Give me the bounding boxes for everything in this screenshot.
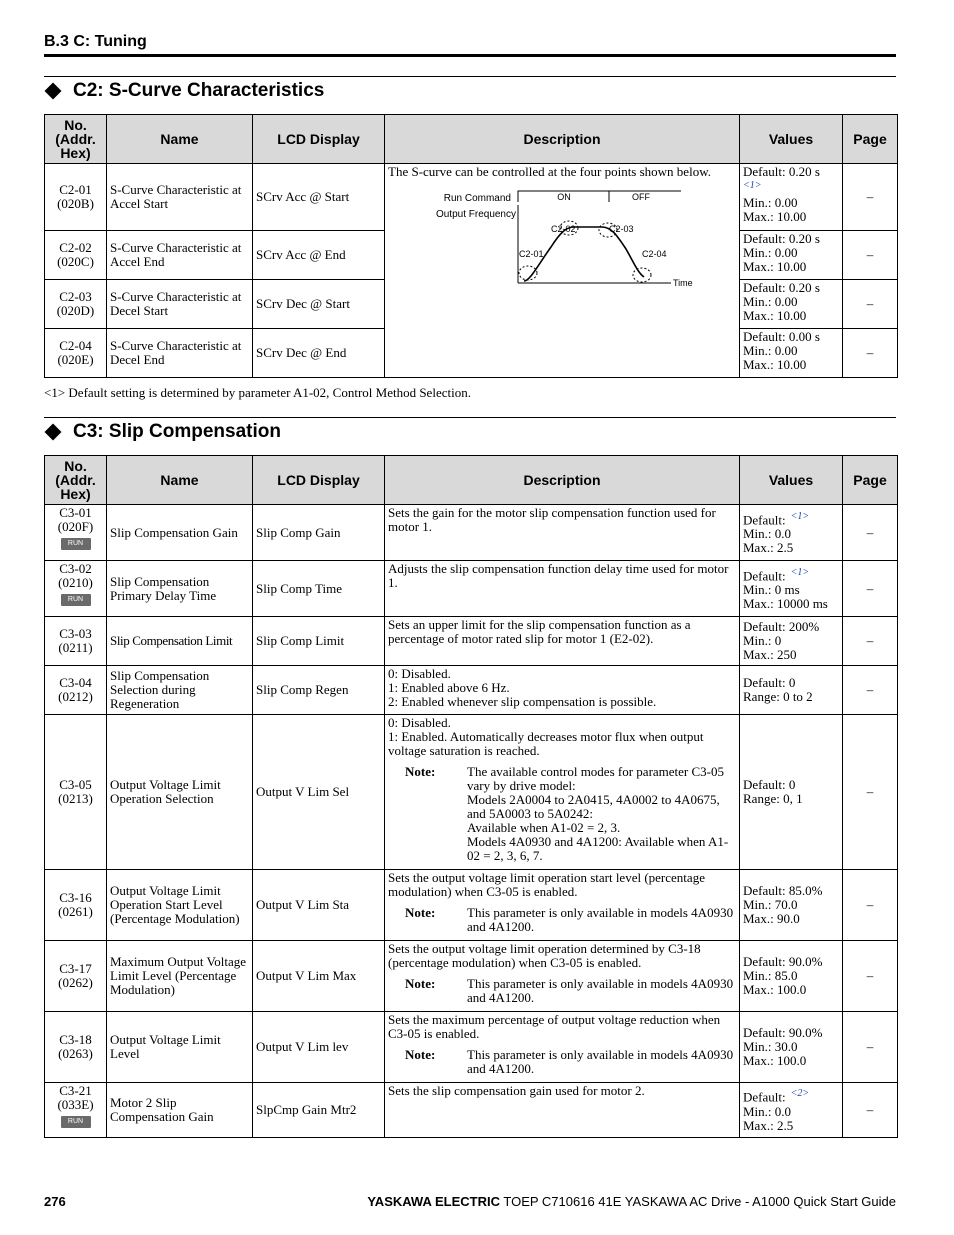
max-value: Max.: 10.00 bbox=[743, 259, 807, 274]
param-name: Output Voltage Limit Operation Selection bbox=[107, 715, 253, 870]
lcd-display: Slip Comp Limit bbox=[253, 617, 385, 666]
range-value: Range: 0, 1 bbox=[743, 791, 803, 806]
run-badge-icon: RUN bbox=[61, 538, 91, 550]
default-value: Default: 0.00 s bbox=[743, 329, 820, 344]
param-name: Slip Compensation Selection during Regeneration bbox=[107, 666, 253, 715]
footer-doc-title: TOEP C710616 41E YASKAWA AC Drive - A1000 Quick Start Guide bbox=[500, 1194, 896, 1209]
page-ref: – bbox=[843, 329, 898, 378]
note-block bbox=[388, 765, 736, 863]
col-values: Values bbox=[740, 456, 843, 505]
table-header-row bbox=[45, 115, 898, 164]
param-no: C3-05 bbox=[59, 777, 92, 792]
description-cell bbox=[385, 164, 740, 378]
page-ref: – bbox=[843, 715, 898, 870]
c3-heading bbox=[44, 421, 281, 443]
page-ref: – bbox=[843, 164, 898, 231]
lcd-display: Output V Lim Sel bbox=[253, 715, 385, 870]
max-value: Max.: 250 bbox=[743, 647, 797, 662]
min-value: Min.: 0 bbox=[743, 633, 782, 648]
c2-01-marker bbox=[519, 266, 537, 280]
max-value: Max.: 2.5 bbox=[743, 540, 794, 556]
note-label: Note: bbox=[405, 905, 436, 920]
diamond-icon bbox=[45, 83, 62, 100]
option-text: 1: Enabled. Automatically decreases motor flux when output voltage saturation is reached. bbox=[388, 729, 704, 758]
table-row bbox=[45, 1083, 898, 1138]
col-no: No. (Addr. Hex) bbox=[45, 456, 107, 505]
lcd-display: SCrv Dec @ End bbox=[253, 329, 385, 378]
description-text: The S-curve can be controlled at the four points shown below. bbox=[388, 164, 711, 179]
diagram-time-label: Time bbox=[673, 278, 693, 288]
param-addr: (020B) bbox=[57, 196, 94, 211]
page-ref: – bbox=[843, 1012, 898, 1083]
col-lcd: LCD Display bbox=[253, 115, 385, 164]
table-row bbox=[45, 715, 898, 870]
param-name: S-Curve Characteristic at Decel End bbox=[107, 329, 253, 378]
default-value: Default: 0 bbox=[743, 777, 796, 792]
col-description: Description bbox=[385, 115, 740, 164]
page-ref: – bbox=[843, 666, 898, 715]
note-label: Note: bbox=[405, 764, 436, 779]
note-text: This parameter is only available in models 4A0930 and 4A1200. bbox=[467, 976, 734, 1005]
diagram-output-frequency-label: Output Frequency bbox=[435, 209, 516, 220]
max-value: Max.: 10.00 bbox=[743, 209, 807, 225]
default-value: Default: 0.20 s bbox=[743, 164, 820, 179]
lcd-display: Slip Comp Regen bbox=[253, 666, 385, 715]
c3-table bbox=[44, 455, 898, 1138]
header-rule bbox=[44, 54, 896, 57]
footnote-ref-link[interactable]: <1> bbox=[790, 566, 810, 578]
param-addr: (0263) bbox=[58, 1046, 93, 1061]
min-value: Min.: 0.0 bbox=[743, 526, 792, 542]
note-block bbox=[388, 1048, 736, 1076]
page-ref: – bbox=[843, 617, 898, 666]
diagram-on-label: ON bbox=[557, 192, 571, 202]
s-curve-diagram bbox=[426, 185, 726, 295]
footer-brand: YASKAWA ELECTRIC bbox=[367, 1194, 500, 1209]
col-name: Name bbox=[107, 115, 253, 164]
param-addr: (020C) bbox=[57, 254, 94, 269]
max-value: Max.: 2.5 bbox=[743, 1117, 794, 1133]
param-no: C3-02 bbox=[59, 561, 92, 576]
note-label: Note: bbox=[405, 976, 436, 991]
param-addr: (033E) bbox=[57, 1097, 94, 1112]
c2-table bbox=[44, 114, 898, 378]
param-description: Sets the output voltage limit operation determined by C3-18 (percentage modulation) when C3-05 is enabled. bbox=[388, 941, 701, 970]
note-text: Available when A1-02 = 2, 3. bbox=[467, 820, 621, 835]
max-value: Max.: 10.00 bbox=[743, 308, 807, 323]
table-row bbox=[45, 561, 898, 617]
c2-title: C2: S-Curve Characteristics bbox=[73, 80, 325, 101]
footnote-ref-link[interactable]: <1> bbox=[790, 510, 810, 522]
table-row bbox=[45, 941, 898, 1012]
col-description: Description bbox=[385, 456, 740, 505]
default-value: Default: bbox=[743, 512, 786, 528]
default-value: Default: 200% bbox=[743, 619, 820, 634]
param-addr: (0210) bbox=[58, 575, 93, 590]
default-value: Default: 0 bbox=[743, 675, 796, 690]
param-name: Slip Compensation Gain bbox=[107, 505, 253, 561]
min-value: Min.: 0.00 bbox=[743, 294, 798, 309]
param-name: Slip Compensation Primary Delay Time bbox=[107, 561, 253, 617]
col-lcd: LCD Display bbox=[253, 456, 385, 505]
default-value: Default: bbox=[743, 1089, 786, 1105]
param-description: Sets the maximum percentage of output voltage reduction when C3-05 is enabled. bbox=[388, 1012, 721, 1041]
table-row bbox=[45, 870, 898, 941]
table-row bbox=[45, 164, 898, 231]
param-description: Sets an upper limit for the slip compensation function as a percentage of motor rated slip for motor 1 (E2-02). bbox=[385, 617, 740, 666]
lcd-display: Slip Comp Gain bbox=[253, 505, 385, 561]
c2-02-label: C2-02 bbox=[551, 224, 576, 234]
footer-title bbox=[367, 1194, 896, 1209]
min-value: Min.: 0 ms bbox=[743, 582, 800, 598]
divider bbox=[44, 76, 896, 77]
lcd-display: SlpCmp Gain Mtr2 bbox=[253, 1083, 385, 1138]
run-badge-icon: RUN bbox=[61, 594, 91, 606]
note-text: The available control modes for parameter C3-05 vary by drive model: bbox=[467, 764, 725, 793]
default-value: Default: 90.0% bbox=[743, 954, 823, 969]
lcd-display: Output V Lim Max bbox=[253, 941, 385, 1012]
section-header: B.3 C: Tuning bbox=[44, 33, 147, 50]
param-addr: (0212) bbox=[58, 689, 93, 704]
max-value: Max.: 90.0 bbox=[743, 911, 800, 926]
col-page: Page bbox=[843, 456, 898, 505]
note-text: This parameter is only available in models 4A0930 and 4A1200. bbox=[467, 1047, 734, 1076]
table-row bbox=[45, 1012, 898, 1083]
max-value: Max.: 10.00 bbox=[743, 357, 807, 372]
c2-03-label: C2-03 bbox=[609, 224, 634, 234]
max-value: Max.: 10000 ms bbox=[743, 596, 828, 612]
page-ref: – bbox=[843, 561, 898, 617]
param-description: Sets the output voltage limit operation start level (percentage modulation) when C3-05 is enabled. bbox=[388, 870, 705, 899]
param-addr: (0262) bbox=[58, 975, 93, 990]
min-value: Min.: 0.0 bbox=[743, 1103, 792, 1119]
param-addr: (020F) bbox=[57, 519, 94, 534]
note-text: Models 2A0004 to 2A0415, 4A0002 to 4A0675, and 5A0003 to 5A0242: bbox=[467, 792, 720, 821]
default-value: Default: 90.0% bbox=[743, 1025, 823, 1040]
param-name: Maximum Output Voltage Limit Level (Percentage Modulation) bbox=[107, 941, 253, 1012]
param-addr: (020D) bbox=[56, 303, 95, 318]
diamond-icon bbox=[45, 424, 62, 441]
col-page: Page bbox=[843, 115, 898, 164]
note-label: Note: bbox=[405, 1047, 436, 1062]
default-value: Default: 85.0% bbox=[743, 883, 823, 898]
param-name: Output Voltage Limit Operation Start Level (Percentage Modulation) bbox=[107, 870, 253, 941]
c2-01-label: C2-01 bbox=[519, 249, 544, 259]
note-block bbox=[388, 977, 736, 1005]
c2-04-label: C2-04 bbox=[642, 249, 667, 259]
lcd-display: SCrv Acc @ End bbox=[253, 231, 385, 280]
range-value: Range: 0 to 2 bbox=[743, 689, 813, 704]
table-row bbox=[45, 666, 898, 715]
note-text: This parameter is only available in models 4A0930 and 4A1200. bbox=[467, 905, 734, 934]
option-text: 0: Disabled. bbox=[388, 715, 451, 730]
param-addr: (020E) bbox=[57, 352, 94, 367]
footnote: <1> Default setting is determined by parameter A1-02, Control Method Selection. bbox=[44, 385, 471, 400]
page-ref: – bbox=[843, 231, 898, 280]
param-description: Sets the slip compensation gain used for motor 2. bbox=[385, 1083, 740, 1138]
col-values: Values bbox=[740, 115, 843, 164]
param-addr: (0211) bbox=[58, 640, 93, 655]
page-ref: – bbox=[843, 1083, 898, 1138]
lcd-display: SCrv Acc @ Start bbox=[253, 164, 385, 231]
lcd-display: Slip Comp Time bbox=[253, 561, 385, 617]
col-name: Name bbox=[107, 456, 253, 505]
page-ref: – bbox=[843, 870, 898, 941]
table-row bbox=[45, 505, 898, 561]
footnote-ref-link[interactable]: <2> bbox=[790, 1088, 810, 1100]
param-no: C2-03 bbox=[59, 289, 92, 304]
c3-title: C3: Slip Compensation bbox=[73, 421, 281, 442]
option-text: 0: Disabled. bbox=[388, 666, 451, 681]
param-name: Motor 2 Slip Compensation Gain bbox=[107, 1083, 253, 1138]
param-no: C2-01 bbox=[59, 182, 92, 197]
max-value: Max.: 100.0 bbox=[743, 982, 807, 997]
min-value: Min.: 0.00 bbox=[743, 343, 798, 358]
min-value: Min.: 70.0 bbox=[743, 897, 798, 912]
min-value: Min.: 0.00 bbox=[743, 195, 798, 211]
param-no: C2-02 bbox=[59, 240, 92, 255]
divider bbox=[44, 417, 896, 418]
param-no: C3-01 bbox=[59, 505, 92, 520]
param-description: Adjusts the slip compensation function delay time used for motor 1. bbox=[385, 561, 740, 617]
default-value: Default: 0.20 s bbox=[743, 231, 820, 246]
diagram-off-label: OFF bbox=[632, 192, 650, 202]
c2-heading bbox=[44, 80, 324, 102]
default-value: Default: 0.20 s bbox=[743, 280, 820, 295]
max-value: Max.: 100.0 bbox=[743, 1053, 807, 1068]
page-ref: – bbox=[843, 941, 898, 1012]
option-text: 2: Enabled whenever slip compensation is possible. bbox=[388, 694, 657, 709]
param-name: Slip Compensation Limit bbox=[107, 617, 253, 666]
param-no: C3-18 bbox=[59, 1032, 92, 1047]
option-text: 1: Enabled above 6 Hz. bbox=[388, 680, 510, 695]
param-no: C2-04 bbox=[59, 338, 92, 353]
param-name: S-Curve Characteristic at Accel Start bbox=[107, 164, 253, 231]
param-addr: (0213) bbox=[58, 791, 93, 806]
page-ref: – bbox=[843, 280, 898, 329]
page-number: 276 bbox=[44, 1194, 66, 1209]
param-no: C3-03 bbox=[59, 626, 92, 641]
lcd-display: SCrv Dec @ Start bbox=[253, 280, 385, 329]
table-header-row bbox=[45, 456, 898, 505]
param-no: C3-04 bbox=[59, 675, 92, 690]
param-description: Sets the gain for the motor slip compensation function used for motor 1. bbox=[385, 505, 740, 561]
min-value: Min.: 0.00 bbox=[743, 245, 798, 260]
min-value: Min.: 30.0 bbox=[743, 1039, 798, 1054]
param-addr: (0261) bbox=[58, 904, 93, 919]
param-name: S-Curve Characteristic at Accel End bbox=[107, 231, 253, 280]
page-ref: – bbox=[843, 505, 898, 561]
table-row bbox=[45, 617, 898, 666]
param-no: C3-21 bbox=[59, 1083, 92, 1098]
note-block bbox=[388, 906, 736, 934]
min-value: Min.: 85.0 bbox=[743, 968, 798, 983]
param-no: C3-16 bbox=[59, 890, 92, 905]
param-name: Output Voltage Limit Level bbox=[107, 1012, 253, 1083]
param-name: S-Curve Characteristic at Decel Start bbox=[107, 280, 253, 329]
lcd-display: Output V Lim Sta bbox=[253, 870, 385, 941]
diagram-run-command-label: Run Command bbox=[443, 193, 511, 204]
param-no: C3-17 bbox=[59, 961, 92, 976]
lcd-display: Output V Lim lev bbox=[253, 1012, 385, 1083]
note-text: Models 4A0930 and 4A1200: Available when A1-02 = 2, 3, 6, 7. bbox=[467, 834, 729, 863]
default-value: Default: bbox=[743, 568, 786, 584]
run-badge-icon: RUN bbox=[61, 1116, 91, 1128]
footnote-ref-link[interactable]: <1> bbox=[743, 180, 762, 191]
col-no: No. (Addr. Hex) bbox=[45, 115, 107, 164]
